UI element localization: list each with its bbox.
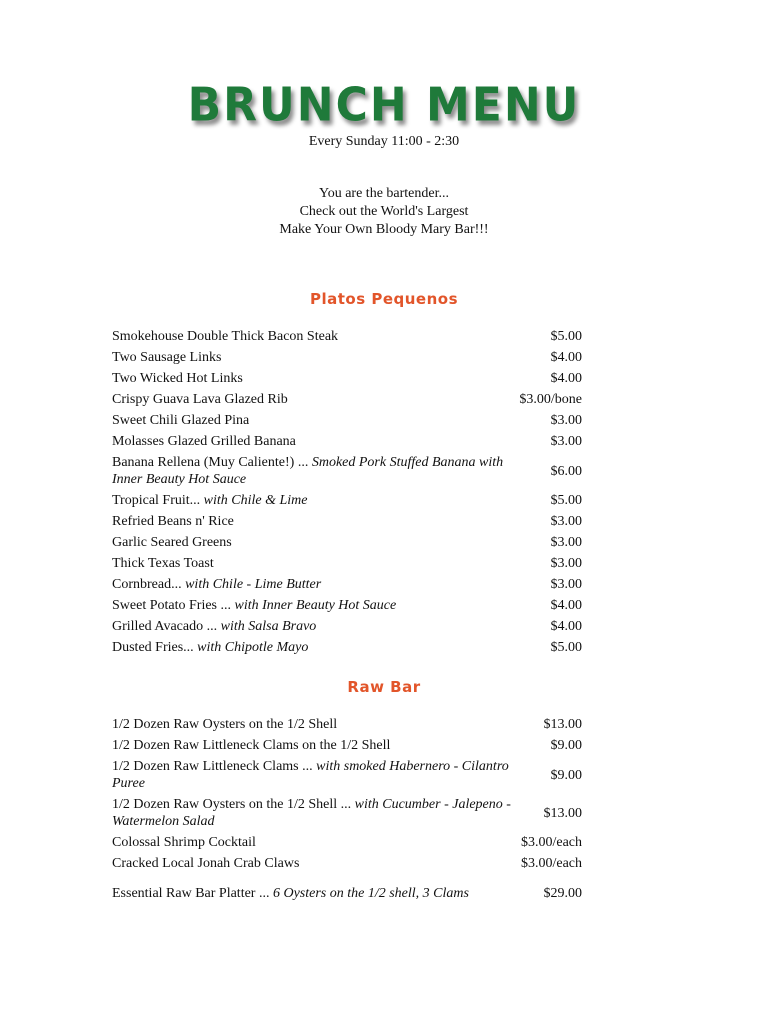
- menu-item-price: $29.00: [543, 885, 582, 901]
- section-heading-rawbar: Raw Bar: [347, 678, 421, 696]
- menu-item-description: with smoked Habernero - Cilantro Puree: [112, 759, 509, 791]
- intro-line-1: You are the bartender...: [319, 186, 449, 201]
- menu-item-description: with Cucumber - Jalepeno - Watermelon Salad: [112, 797, 511, 829]
- platos-menu-table: [112, 326, 582, 658]
- menu-item-name: Sweet Potato Fries ...: [112, 598, 235, 613]
- menu-item-price: $6.00: [550, 463, 582, 479]
- menu-item-price: $4.00: [550, 619, 582, 634]
- menu-item-row: [112, 735, 582, 756]
- menu-item-name-cell: [112, 389, 513, 410]
- schedule-text: Every Sunday 11:00 - 2:30: [308, 134, 460, 149]
- menu-item-name-cell: [112, 853, 515, 874]
- menu-item-name-cell: [112, 326, 513, 347]
- menu-item-name: Garlic Seared Greens: [112, 535, 232, 550]
- menu-item-description: with Salsa Bravo: [220, 619, 317, 634]
- menu-item-description: Smoked Pork Stuffed Banana with Inner Beauty Hot Sauce: [112, 455, 504, 487]
- menu-item-name: Two Wicked Hot Links: [112, 371, 243, 386]
- menu-item-name-cell: [112, 347, 513, 368]
- menu-item-row: [112, 853, 582, 874]
- menu-item-name-cell: [112, 511, 513, 532]
- menu-item-row: [112, 616, 582, 637]
- menu-item-row: [112, 532, 582, 553]
- menu-item-row: [112, 832, 582, 853]
- menu-item-row: [112, 574, 582, 595]
- menu-item-name-cell: [112, 574, 513, 595]
- menu-item-row: [112, 756, 582, 794]
- menu-title: BRUNCH MENU: [187, 78, 581, 133]
- menu-item-name-cell: [112, 714, 515, 735]
- menu-item-name: Molasses Glazed Grilled Banana: [112, 434, 296, 449]
- menu-item-row: [112, 389, 582, 410]
- menu-item-description: with Chile & Lime: [203, 493, 308, 508]
- menu-item-name-cell: [112, 595, 513, 616]
- menu-item-price: $13.00: [543, 717, 582, 732]
- menu-item-name-cell: [112, 832, 515, 853]
- menu-item-price: $3.00: [550, 413, 582, 428]
- rawbar-menu-table: [112, 714, 582, 912]
- menu-item-name: 1/2 Dozen Raw Oysters on the 1/2 Shell ...: [112, 797, 355, 812]
- menu-item-name-cell: [112, 431, 513, 452]
- menu-item-row: [112, 410, 582, 431]
- platos-items: [112, 326, 582, 658]
- menu-item-price: $3.00: [550, 556, 582, 571]
- menu-item-name: 1/2 Dozen Raw Littleneck Clams on the 1/2 Shell: [112, 738, 391, 753]
- menu-item-name: Sweet Chili Glazed Pina: [112, 413, 250, 428]
- menu-item-price: $3.00/each: [520, 835, 582, 850]
- menu-item-row: [112, 595, 582, 616]
- menu-item-name-cell: [112, 616, 513, 637]
- menu-item-name-cell: [112, 452, 513, 490]
- menu-item-name: Essential Raw Bar Platter ...: [112, 885, 273, 901]
- menu-item-price: $9.00: [550, 767, 582, 783]
- menu-item-row: [112, 794, 582, 832]
- menu-item-name: 1/2 Dozen Raw Oysters on the 1/2 Shell: [112, 717, 338, 732]
- menu-item-name-cell: [112, 794, 515, 832]
- menu-item-name: Cornbread...: [112, 577, 186, 592]
- menu-item-price: $3.00: [550, 535, 582, 550]
- menu-item-price: $9.00: [550, 738, 582, 753]
- menu-item-description: with Inner Beauty Hot Sauce: [234, 598, 397, 613]
- menu-item-name: Cracked Local Jonah Crab Claws: [112, 856, 300, 871]
- menu-item-name: Refried Beans n' Rice: [112, 514, 234, 529]
- menu-item-name-cell: [112, 553, 513, 574]
- menu-item-price: $5.00: [550, 329, 582, 344]
- menu-item-name-cell: [112, 756, 515, 794]
- intro-line-2: Check out the World's Largest: [299, 204, 469, 219]
- menu-item-name-cell: [112, 735, 515, 756]
- menu-item-row: [112, 637, 582, 658]
- menu-item-name-cell: [112, 368, 513, 389]
- intro-line-3: Make Your Own Bloody Mary Bar!!!: [279, 222, 489, 237]
- menu-item-name-cell: [112, 532, 513, 553]
- menu-item-price: $3.00/bone: [519, 392, 582, 407]
- menu-item-price: $3.00: [550, 577, 582, 592]
- menu-item-name: Banana Rellena (Muy Caliente!) ...: [112, 455, 312, 470]
- menu-item-name: Grilled Avacado ...: [112, 619, 221, 634]
- menu-item-row: [112, 874, 582, 912]
- section-heading-platos: Platos Pequenos: [309, 290, 459, 308]
- menu-item-name-cell: [112, 410, 513, 431]
- menu-item-row: [112, 431, 582, 452]
- menu-item-row: [112, 714, 582, 735]
- menu-item-name: Thick Texas Toast: [112, 556, 214, 571]
- menu-item-price: $4.00: [550, 598, 582, 613]
- menu-item-price: $13.00: [543, 805, 582, 821]
- menu-item-description: 6 Oysters on the 1/2 shell, 3 Clams: [272, 885, 469, 901]
- menu-item-row: [112, 326, 582, 347]
- menu-item-name: Dusted Fries...: [112, 640, 198, 655]
- menu-item-name: Smokehouse Double Thick Bacon Steak: [112, 329, 339, 344]
- menu-item-description: with Chipotle Mayo: [197, 640, 309, 655]
- rawbar-items: [112, 714, 582, 912]
- menu-item-name: Colossal Shrimp Cocktail: [112, 835, 256, 850]
- menu-item-row: [112, 490, 582, 511]
- menu-item-name: 1/2 Dozen Raw Littleneck Clams ...: [112, 759, 317, 774]
- menu-item-row: [112, 452, 582, 490]
- menu-item-description: with Chile - Lime Butter: [185, 577, 322, 592]
- menu-item-price: $3.00: [550, 434, 582, 449]
- menu-item-price: $5.00: [550, 640, 582, 655]
- menu-item-name: Crispy Guava Lava Glazed Rib: [112, 392, 288, 407]
- menu-item-price: $4.00: [550, 350, 582, 365]
- menu-item-price: $3.00: [550, 514, 582, 529]
- menu-item-name-cell: [112, 637, 513, 658]
- menu-item-price: $4.00: [550, 371, 582, 386]
- menu-item-name: Tropical Fruit...: [112, 493, 204, 508]
- menu-item-name: Two Sausage Links: [112, 350, 222, 365]
- menu-item-price: $3.00/each: [520, 856, 582, 871]
- menu-item-name-cell: [112, 490, 513, 511]
- menu-item-row: [112, 347, 582, 368]
- menu-item-price: $5.00: [550, 493, 582, 508]
- menu-item-row: [112, 368, 582, 389]
- menu-item-name-cell: [112, 874, 515, 912]
- menu-item-row: [112, 553, 582, 574]
- menu-item-row: [112, 511, 582, 532]
